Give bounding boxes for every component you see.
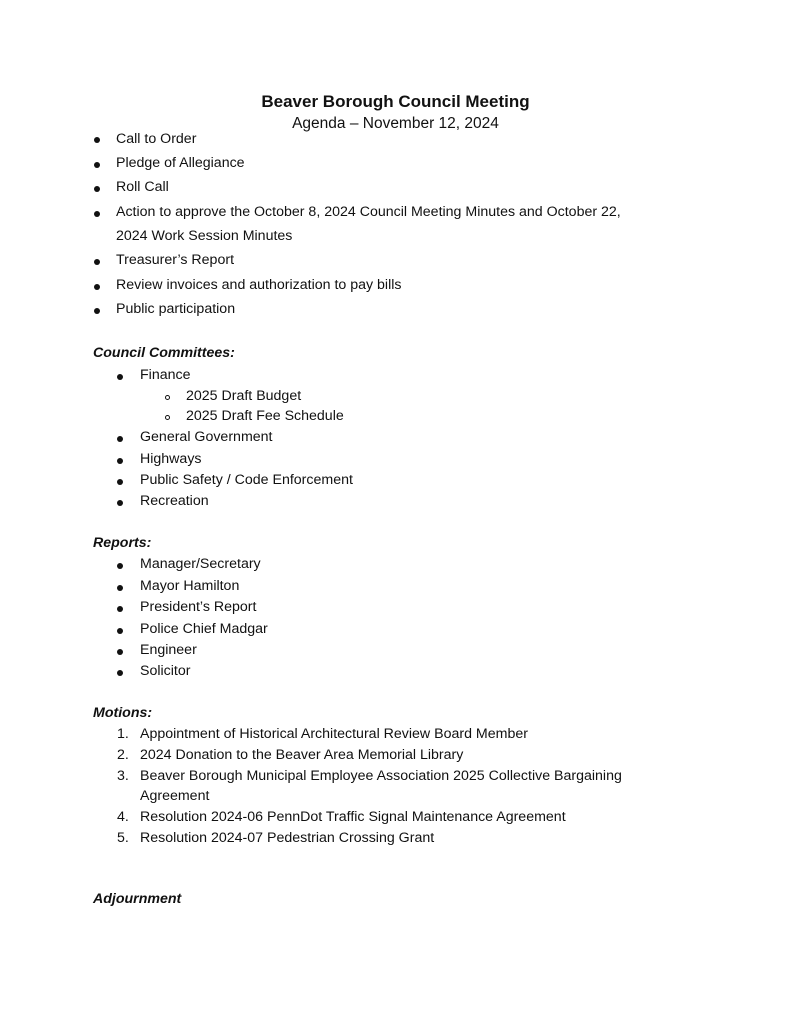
committee-item: Highways — [140, 451, 202, 467]
committee-subitem: 2025 Draft Fee Schedule — [186, 408, 344, 424]
bullet-icon — [117, 500, 123, 506]
page-subtitle: Agenda – November 12, 2024 — [292, 115, 499, 132]
bullet-icon — [94, 284, 100, 290]
agenda-item: Pledge of Allegiance — [116, 155, 245, 171]
motion-item: Appointment of Historical Architectural Review Board Member — [140, 726, 528, 742]
agenda-item: Call to Order — [116, 131, 197, 147]
bullet-icon — [94, 259, 100, 265]
agenda-item: Review invoices and authorization to pay bills — [116, 277, 402, 293]
motions-heading: Motions: — [93, 705, 153, 721]
page-title: Beaver Borough Council Meeting — [261, 92, 530, 111]
bullet-icon — [117, 649, 123, 655]
motion-item: Resolution 2024-06 PennDot Traffic Signal Maintenance Agreement — [140, 809, 566, 825]
bullet-icon — [94, 137, 100, 143]
report-item: Engineer — [140, 642, 197, 658]
committee-item: Recreation — [140, 493, 209, 509]
motion-number: 2. — [117, 747, 129, 763]
motion-number: 3. — [117, 768, 129, 784]
bullet-icon — [117, 628, 123, 634]
bullet-icon — [94, 308, 100, 314]
bullet-icon — [94, 162, 100, 168]
reports-heading: Reports: — [93, 535, 152, 551]
agenda-item-continuation: 2024 Work Session Minutes — [116, 228, 293, 244]
bullet-icon — [117, 606, 123, 612]
committee-item: Finance — [140, 367, 191, 383]
agenda-item: Public participation — [116, 301, 236, 317]
bullet-icon — [117, 479, 123, 485]
bullet-icon — [117, 436, 123, 442]
committees-heading: Council Committees: — [93, 345, 235, 361]
report-item: Mayor Hamilton — [140, 578, 240, 594]
report-item: Solicitor — [140, 663, 191, 679]
agenda-item: Treasurer’s Report — [116, 252, 235, 268]
report-item: President’s Report — [140, 599, 257, 615]
motion-item: Beaver Borough Municipal Employee Association 2025 Collective Bargaining — [140, 768, 622, 784]
adjournment-heading: Adjournment — [93, 891, 182, 907]
bullet-icon — [94, 211, 100, 217]
motion-item: 2024 Donation to the Beaver Area Memorial Library — [140, 747, 464, 763]
sub-bullet-icon — [165, 395, 170, 400]
motion-number: 5. — [117, 830, 129, 846]
bullet-icon — [117, 670, 123, 676]
agenda-item: Roll Call — [116, 179, 169, 195]
committee-subitem: 2025 Draft Budget — [186, 388, 302, 404]
motion-number: 4. — [117, 809, 129, 825]
motion-number: 1. — [117, 726, 129, 742]
bullet-icon — [117, 563, 123, 569]
report-item: Manager/Secretary — [140, 556, 261, 572]
agenda-item: Action to approve the October 8, 2024 Council Meeting Minutes and October 22, — [116, 204, 621, 220]
bullet-icon — [117, 374, 123, 380]
committee-item: General Government — [140, 429, 273, 445]
bullet-icon — [117, 585, 123, 591]
motion-item-continuation: Agreement — [140, 788, 210, 804]
bullet-icon — [94, 186, 100, 192]
report-item: Police Chief Madgar — [140, 621, 268, 637]
committee-item: Public Safety / Code Enforcement — [140, 472, 353, 488]
bullet-icon — [117, 458, 123, 464]
sub-bullet-icon — [165, 415, 170, 420]
motion-item: Resolution 2024-07 Pedestrian Crossing Grant — [140, 830, 435, 846]
